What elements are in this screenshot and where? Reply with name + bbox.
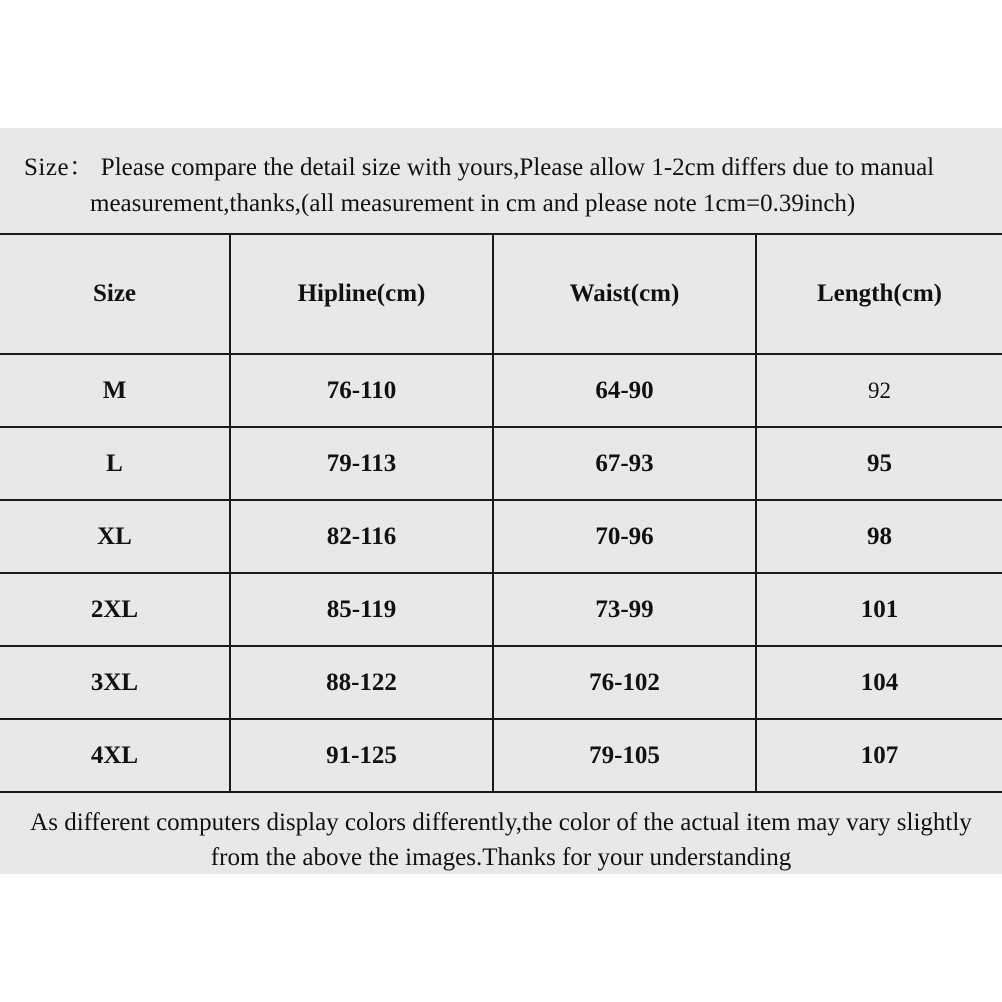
column-header-hipline: Hipline(cm): [230, 234, 493, 354]
cell-size: 2XL: [0, 573, 230, 646]
cell-size: L: [0, 427, 230, 500]
cell-hipline: 85-119: [230, 573, 493, 646]
cell-length: 107: [756, 719, 1002, 792]
cell-length: 98: [756, 500, 1002, 573]
color-note-line-2: from the above the images.Thanks for your understanding: [210, 844, 792, 871]
size-note-line-1: Please compare the detail size with yours,Please allow 1-2cm differs due to manual: [100, 154, 935, 181]
table-row: [0, 354, 1002, 427]
cell-waist: 76-102: [493, 646, 756, 719]
cell-hipline: 82-116: [230, 500, 493, 573]
table-header-row: [0, 234, 1002, 354]
cell-hipline: 91-125: [230, 719, 493, 792]
column-header-waist: Waist(cm): [493, 234, 756, 354]
cell-waist: 70-96: [493, 500, 756, 573]
top-note: [0, 128, 1002, 233]
size-chart-panel: [0, 128, 1002, 874]
size-table: [0, 233, 1002, 793]
cell-length: 101: [756, 573, 1002, 646]
table-row: [0, 573, 1002, 646]
cell-waist: 64-90: [493, 354, 756, 427]
table-row: [0, 646, 1002, 719]
cell-length: 95: [756, 427, 1002, 500]
table-row: [0, 500, 1002, 573]
cell-hipline: 88-122: [230, 646, 493, 719]
cell-size: 4XL: [0, 719, 230, 792]
cell-size: XL: [0, 500, 230, 573]
cell-length: 92: [756, 354, 1002, 427]
table-row: [0, 719, 1002, 792]
cell-size: 3XL: [0, 646, 230, 719]
table-row: [0, 427, 1002, 500]
cell-waist: 79-105: [493, 719, 756, 792]
cell-waist: 67-93: [493, 427, 756, 500]
color-note-line-1: As different computers display colors differently,the color of the actual item may vary slightly: [30, 809, 972, 836]
cell-hipline: 76-110: [230, 354, 493, 427]
column-header-length: Length(cm): [756, 234, 1002, 354]
cell-length: 104: [756, 646, 1002, 719]
column-header-size: Size: [0, 234, 230, 354]
cell-waist: 73-99: [493, 573, 756, 646]
bottom-note: [0, 793, 1002, 875]
size-note-label: Size：: [24, 154, 95, 181]
cell-size: M: [0, 354, 230, 427]
cell-hipline: 79-113: [230, 427, 493, 500]
size-note-line-2: measurement,thanks,(all measurement in cm and please note 1cm=0.39inch): [90, 189, 856, 217]
